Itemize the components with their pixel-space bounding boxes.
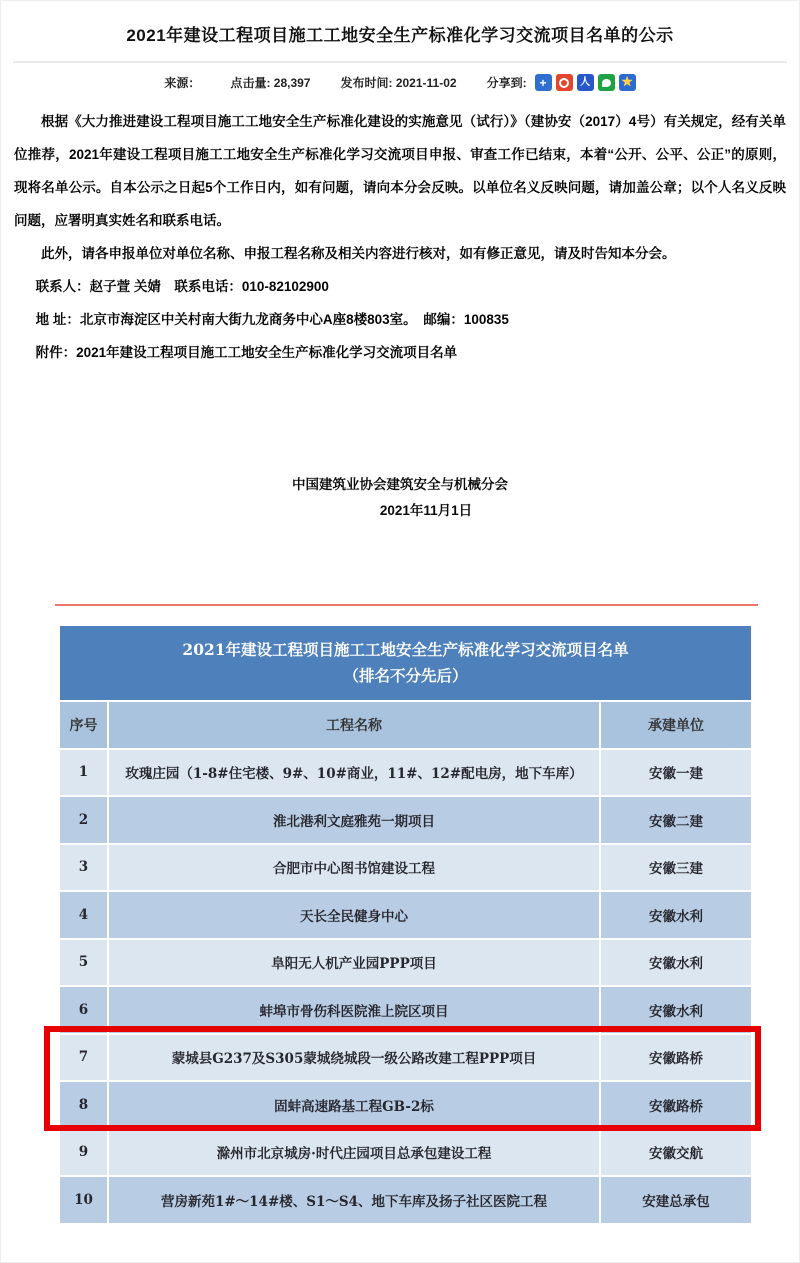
row-no: 5 (60, 940, 107, 986)
row-name: 滁州市北京城房·时代庄园项目总承包建设工程 (109, 1130, 599, 1176)
row-no: 1 (60, 750, 107, 796)
renren-icon[interactable]: 人 (577, 74, 594, 91)
row-unit: 安徽交航 (601, 1130, 751, 1176)
article-body (14, 105, 786, 369)
row-no: 2 (60, 797, 107, 843)
table-title-line2: （排名不分先后） (343, 666, 468, 685)
page-title: 2021年建设工程项目施工工地安全生产标准化学习交流项目名单的公示 (126, 26, 674, 45)
row-no: 3 (60, 845, 107, 891)
table-title (60, 626, 751, 700)
col-header-unit: 承建单位 (601, 702, 751, 748)
issue-date: 2021年11月1日 (379, 503, 473, 518)
row-unit: 安徽路桥 (601, 1035, 751, 1081)
table-grid (60, 702, 751, 1223)
weibo-icon[interactable] (556, 74, 573, 91)
table-title-line1: 2021年建设工程项目施工工地安全生产标准化学习交流项目名单 (182, 640, 629, 659)
row-unit: 安徽二建 (601, 797, 751, 843)
row-unit: 安徽路桥 (601, 1082, 751, 1128)
row-no: 8 (60, 1082, 107, 1128)
row-no: 7 (60, 1035, 107, 1081)
contact-line: 联系人：赵子萱 关婧 联系电话：010-82102900 (35, 279, 329, 294)
publish-time (340, 74, 456, 91)
title-divider (13, 61, 787, 63)
share-more-icon[interactable]: + (535, 74, 552, 91)
clicks-value: 28,397 (273, 76, 311, 90)
row-no: 4 (60, 892, 107, 938)
row-unit: 安徽水利 (601, 892, 751, 938)
col-header-name: 工程名称 (109, 702, 599, 748)
source-label: 来源： (164, 76, 201, 90)
row-name: 合肥市中心图书馆建设工程 (109, 845, 599, 891)
qzone-icon[interactable]: ★ (619, 74, 636, 91)
issuing-org: 中国建筑业协会建筑安全与机械分会 (292, 477, 508, 492)
row-unit: 安徽水利 (601, 987, 751, 1033)
row-unit: 安徽水利 (601, 940, 751, 986)
row-name: 营房新苑1#～14#楼、S1～S4、地下车库及扬子社区医院工程 (109, 1177, 599, 1223)
clicks (230, 74, 310, 91)
project-table (60, 626, 751, 1223)
row-unit: 安徽三建 (601, 845, 751, 891)
attachment-line: 附件：2021年建设工程项目施工工地安全生产标准化学习交流项目名单 (35, 345, 458, 360)
address-line: 地 址：北京市海淀区中关村南大街九龙商务中心A座8楼803室。 邮编：100835 (35, 312, 509, 327)
share-label: 分享到: (486, 76, 527, 90)
publish-value: 2021-11-02 (395, 76, 457, 90)
share-icon-bar (535, 74, 636, 91)
paragraph-1: 根据《大力推进建设工程项目施工工地安全生产标准化建设的实施意见（试行）》（建协安（2017）4号）有关规定，经有关单位推荐，2021年建设工程项目施工工地安全生产标准化学习交流项目申报、审查工作已结束，本着“公开、公平、公正”的原则，现将名单公示。自本公示之日起5个工作日内，如有问题，请向本分会反映。以单位名义反映问题，请加盖公章；以个人名义反映问题，应署明真实姓名和联系电话。 (14, 114, 786, 228)
row-unit: 安徽一建 (601, 750, 751, 796)
clicks-label: 点击量: (230, 76, 274, 90)
row-name: 玫瑰庄园（1-8#住宅楼、9#、10#商业，11#、12#配电房，地下车库） (109, 750, 599, 796)
row-name: 固蚌高速路基工程GB-2标 (109, 1082, 599, 1128)
row-name: 蒙城县G237及S305蒙城绕城段一级公路改建工程PPP项目 (109, 1035, 599, 1081)
publish-label: 发布时间: (340, 76, 396, 90)
row-name: 天长全民健身中心 (109, 892, 599, 938)
wechat-icon[interactable] (598, 74, 615, 91)
row-no: 10 (60, 1177, 107, 1223)
row-name: 蚌埠市骨伤科医院淮上院区项目 (109, 987, 599, 1033)
section-divider-red-line (55, 604, 758, 606)
meta-bar (1, 74, 799, 91)
row-name: 淮北港利文庭雅苑一期项目 (109, 797, 599, 843)
row-no: 9 (60, 1130, 107, 1176)
row-unit: 安建总承包 (601, 1177, 751, 1223)
paragraph-2: 此外，请各申报单位对单位名称、申报工程名称及相关内容进行核对，如有修正意见，请及时告知本分会。 (41, 246, 676, 261)
row-no: 6 (60, 987, 107, 1033)
row-name: 阜阳无人机产业园PPP项目 (109, 940, 599, 986)
col-header-no: 序号 (60, 702, 107, 748)
